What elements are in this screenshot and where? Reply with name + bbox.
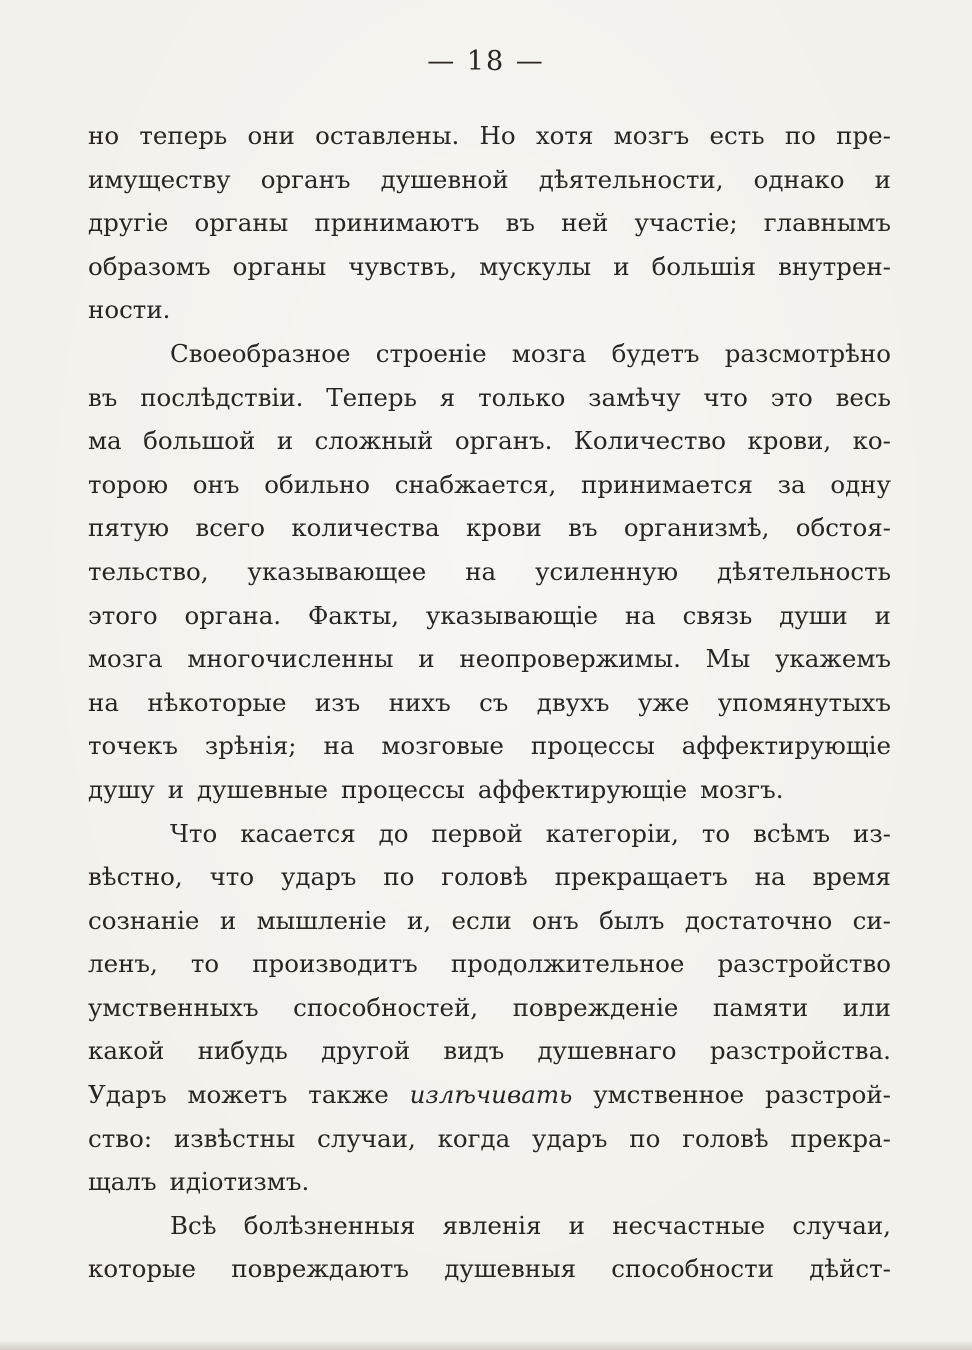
word: производитъ — [252, 949, 418, 979]
word: нѣкоторые — [147, 687, 287, 717]
word: до — [378, 818, 409, 848]
word: органы — [194, 208, 289, 238]
body-text — [88, 114, 891, 1291]
word: главнымъ — [763, 208, 891, 238]
word: то — [701, 818, 731, 848]
word: теперь — [139, 121, 228, 150]
word: имуществу — [88, 164, 231, 194]
word: идіотизмъ. — [169, 1167, 310, 1197]
word: когда — [437, 1123, 511, 1153]
word: органъ. — [454, 426, 553, 456]
text-line — [88, 1160, 891, 1204]
text-line — [88, 332, 891, 376]
word: ударъ — [281, 862, 357, 892]
word: и — [167, 774, 185, 804]
word: явленія — [442, 1210, 542, 1240]
word: другой — [321, 1036, 411, 1066]
word: аффектирующіе — [681, 731, 891, 761]
word: ударъ — [532, 1123, 608, 1153]
text-line — [88, 201, 891, 245]
word: чувствъ, — [348, 251, 458, 281]
word: продолжительное — [450, 949, 685, 979]
word: въ — [505, 208, 536, 238]
word: зрѣнія; — [204, 731, 297, 761]
word: многочисленны — [187, 644, 394, 674]
word: нихъ — [388, 687, 451, 717]
word: строеніе — [375, 338, 487, 368]
word: и — [418, 644, 435, 674]
word: онъ — [192, 469, 240, 499]
word: образомъ — [88, 251, 211, 281]
word: упомянутыхъ — [717, 687, 891, 717]
word: можетъ — [187, 1080, 288, 1110]
word: ленъ, — [88, 949, 158, 979]
word: послѣдствіи. — [140, 382, 304, 412]
word: Теперь — [326, 382, 417, 412]
word: изъ — [314, 687, 361, 717]
text-line — [88, 855, 891, 899]
word: прекра- — [790, 1123, 891, 1153]
word: головѣ — [682, 1123, 769, 1153]
word: Что — [170, 818, 218, 848]
word: съ — [479, 687, 509, 717]
word: если — [451, 905, 512, 935]
page-number: — 18 — — [427, 46, 545, 77]
word: мышленіе — [256, 905, 387, 935]
word: одну — [830, 469, 891, 499]
emphasized-word: излѣчивать — [409, 1080, 573, 1110]
word: которые — [88, 1254, 197, 1284]
word: двухъ — [536, 687, 610, 717]
word: указывающіе — [425, 600, 598, 630]
word: большой — [143, 426, 256, 456]
word: на — [88, 687, 119, 717]
word: умственное — [593, 1080, 745, 1110]
text-line — [88, 1247, 891, 1291]
text-line — [88, 1117, 891, 1161]
word: Количество — [573, 426, 726, 456]
word: всѣмъ — [753, 818, 831, 848]
word: въ — [568, 513, 598, 543]
word: уже — [637, 687, 690, 717]
word: способностей, — [293, 992, 479, 1022]
text-line — [88, 1073, 891, 1117]
word: Мы — [705, 644, 751, 674]
word: по — [629, 1123, 661, 1153]
text-line — [88, 681, 891, 725]
text-line — [88, 376, 891, 420]
word: дѣятельность — [717, 556, 891, 586]
text-line — [88, 158, 891, 202]
word: я — [439, 382, 456, 412]
word: укажемъ — [774, 644, 891, 674]
word: неопровержимы. — [459, 644, 681, 674]
word: органа. — [184, 600, 282, 630]
text-line — [88, 942, 891, 986]
word: душу — [88, 774, 155, 804]
word: ности. — [88, 295, 171, 325]
word: мозгъ — [613, 121, 690, 150]
word: разсмотрѣно — [724, 338, 891, 368]
word: мозга — [511, 338, 587, 368]
word: Факты, — [307, 600, 400, 630]
text-line — [88, 637, 891, 681]
word: принимаютъ — [314, 208, 480, 238]
word: души — [779, 600, 848, 630]
word: на — [624, 600, 656, 630]
word: это — [770, 382, 813, 412]
word: нибудь — [197, 1036, 288, 1066]
word: указывающее — [247, 556, 427, 586]
word: разстрой- — [764, 1080, 891, 1110]
word: крови — [465, 513, 542, 543]
word: процессы — [530, 731, 655, 761]
text-line — [88, 899, 891, 943]
word: они — [247, 121, 295, 150]
word: въ — [88, 382, 118, 412]
word: за — [777, 469, 806, 499]
word: памяти — [712, 992, 809, 1022]
word: мозга — [88, 644, 163, 674]
word: душевныя — [444, 1254, 577, 1284]
word: то — [190, 949, 220, 979]
word: есть — [709, 121, 765, 150]
word: первой — [431, 818, 523, 848]
text-line — [88, 986, 891, 1030]
word: разстройство — [717, 949, 891, 979]
word: но — [88, 121, 120, 150]
text-line — [88, 812, 891, 856]
text-line — [88, 245, 891, 289]
text-line — [88, 768, 891, 812]
text-line — [88, 114, 891, 158]
word: и — [276, 426, 294, 456]
word: только — [478, 382, 566, 412]
word: былъ — [599, 905, 665, 935]
word: и — [568, 1210, 585, 1240]
word: головѣ — [441, 862, 528, 892]
word: оставлены. — [315, 121, 460, 150]
word: щалъ — [88, 1167, 157, 1197]
word: пятую — [88, 513, 170, 543]
word: умственныхъ — [88, 992, 259, 1022]
word: достаточно — [684, 905, 833, 935]
word: дѣятельности, — [538, 164, 724, 194]
word: душевнаго — [537, 1036, 677, 1066]
word: снабжается, — [394, 469, 557, 499]
word: из- — [852, 818, 891, 848]
word: вѣстно, — [88, 862, 183, 892]
word: Своеобразное — [170, 338, 351, 368]
word: этого — [88, 600, 158, 630]
word: мозгъ. — [700, 774, 784, 804]
word: количества — [291, 513, 440, 543]
word: прекращаетъ — [554, 862, 728, 892]
word: и — [874, 600, 891, 630]
text-line — [88, 1029, 891, 1073]
word: внутрен- — [778, 251, 891, 281]
word: Всѣ — [170, 1210, 217, 1240]
word: и — [219, 905, 237, 935]
word: обстоя- — [795, 513, 891, 543]
page-bottom-edge — [0, 1340, 972, 1350]
word: тельство, — [88, 556, 209, 586]
word: также — [308, 1080, 389, 1110]
word: время — [812, 862, 891, 892]
word: разстройства. — [709, 1036, 891, 1066]
word: другіе — [88, 208, 169, 238]
word: точекъ — [88, 731, 178, 761]
word: или — [842, 992, 891, 1022]
text-line — [88, 419, 891, 463]
word: Но — [479, 121, 516, 150]
word: процессы — [340, 774, 465, 804]
word: органъ — [260, 164, 351, 194]
word: Ударъ — [88, 1080, 167, 1110]
word: по — [383, 862, 415, 892]
text-line — [88, 463, 891, 507]
word: органы — [232, 251, 327, 281]
text-line — [88, 506, 891, 550]
text-line — [88, 594, 891, 638]
word: душевной — [380, 164, 509, 194]
word: организмѣ, — [623, 513, 770, 543]
word: какой — [88, 1036, 165, 1066]
text-line — [88, 288, 891, 332]
word: будетъ — [611, 338, 700, 368]
word: на — [323, 731, 355, 761]
word: случаи, — [792, 1210, 891, 1240]
word: дѣйст- — [809, 1254, 891, 1284]
word: душевные — [197, 774, 328, 804]
word: ство: — [88, 1123, 153, 1153]
word: хотя — [535, 121, 594, 150]
word: замѣчу — [588, 382, 681, 412]
word: касается — [240, 818, 356, 848]
word: случаи, — [317, 1123, 416, 1153]
word: си- — [852, 905, 891, 935]
word: онъ — [532, 905, 579, 935]
word: по — [784, 121, 816, 150]
word: категоріи, — [545, 818, 679, 848]
text-line — [88, 550, 891, 594]
word: весь — [835, 382, 891, 412]
text-line — [88, 1204, 891, 1248]
word: и — [613, 251, 630, 281]
word: усиленную — [535, 556, 679, 586]
word: пре- — [836, 121, 891, 150]
word: на — [754, 862, 786, 892]
word: на — [465, 556, 497, 586]
word: сознаніе — [88, 905, 200, 935]
word: связь — [682, 600, 753, 630]
word: несчастные — [612, 1210, 766, 1240]
word: мускулы — [479, 251, 592, 281]
word: крови, — [747, 426, 832, 456]
word: ко- — [852, 426, 891, 456]
word: большія — [651, 251, 757, 281]
word: ма — [88, 426, 122, 456]
word: участіе; — [634, 208, 738, 238]
word: торою — [88, 469, 169, 499]
word: что — [209, 862, 255, 892]
word: что — [703, 382, 748, 412]
word: болѣзненныя — [243, 1210, 416, 1240]
word: обильно — [264, 469, 370, 499]
word: повреждаютъ — [231, 1254, 410, 1284]
word: аффектирующіе — [477, 774, 688, 804]
word: ней — [561, 208, 609, 238]
word: и — [874, 164, 891, 194]
word: видъ — [443, 1036, 505, 1066]
word: способности — [611, 1254, 775, 1284]
word: сложный — [314, 426, 434, 456]
word: всего — [195, 513, 266, 543]
word: принимается — [581, 469, 753, 499]
word: однако — [753, 164, 845, 194]
word: извѣстны — [173, 1123, 296, 1153]
text-line — [88, 724, 891, 768]
word: и, — [407, 905, 432, 935]
word: поврежденіе — [512, 992, 679, 1022]
word: мозговые — [381, 731, 504, 761]
